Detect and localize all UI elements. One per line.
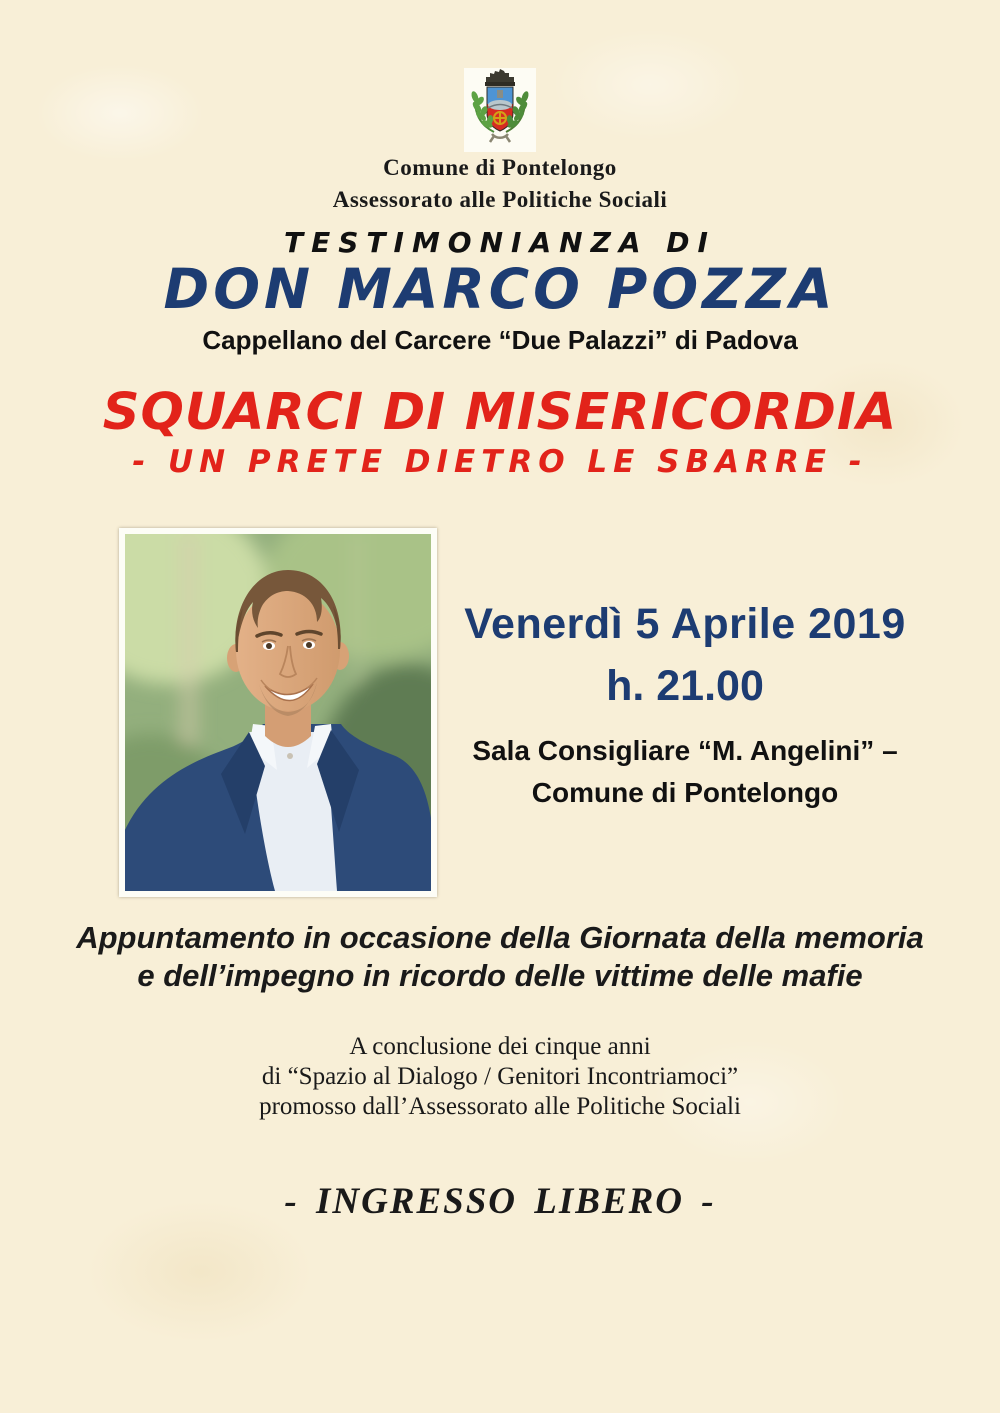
speaker-role: Cappellano del Carcere “Due Palazzi” di Padova (202, 325, 798, 355)
title-kicker: TESTIMONIANZA DI (284, 226, 716, 259)
event-venue-line1: Sala Consigliare “M. Angelini” – (472, 735, 898, 766)
conclusion-line3: promosso dall’Assessorato alle Politiche Sociali (259, 1093, 741, 1120)
event-subtitle: - UN PRETE DIETRO LE SBARRE - (132, 444, 868, 480)
organization-name: Comune di Pontelongo (383, 155, 617, 180)
event-venue-line2: Comune di Pontelongo (531, 777, 839, 808)
occasion-line1: Appuntamento in occasione della Giornata della memoria (76, 920, 924, 955)
conclusion-line1: A conclusione dei cinque anni (349, 1033, 651, 1060)
event-date: Venerdì 5 Aprile 2019 (464, 600, 906, 648)
speaker-name: DON MARCO POZZA (163, 257, 837, 321)
event-details (440, 600, 930, 809)
organization-department: Assessorato alle Politiche Sociali (332, 187, 668, 212)
admission-notice: - INGRESSO LIBERO - (284, 1181, 716, 1222)
event-time: h. 21.00 (606, 662, 764, 710)
occasion-line2: e dell’impegno in ricordo delle vittime delle mafie (137, 958, 863, 993)
speaker-photo (119, 528, 437, 897)
comune-crest-icon (464, 68, 536, 152)
conclusion-line2: di “Spazio al Dialogo / Genitori Incontriamoci” (261, 1063, 739, 1090)
event-title: SQUARCI DI MISERICORDIA (102, 383, 898, 442)
